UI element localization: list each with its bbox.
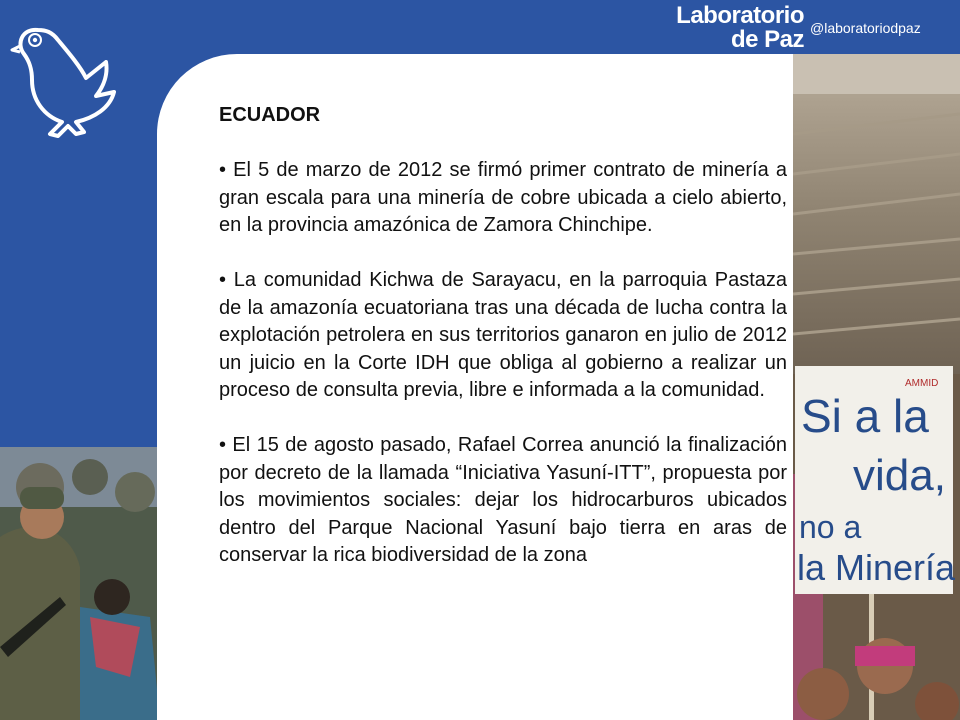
bullet-2: • La comunidad Kichwa de Sarayacu, en la parroquia Pastaza de la amazonía ecuatoriana tras una década de lucha contra la explotación petrolera en sus territorios ganaron en julio de 2012 un juicio en la Corte IDH que obliga al gobierno a realizar un proceso de consulta previa, libre e informada a la comunidad. bbox=[219, 269, 787, 401]
photo-mine-protest bbox=[793, 54, 960, 720]
brand-line-1: Laboratorio bbox=[676, 2, 804, 29]
slide-title: ECUADOR bbox=[219, 104, 321, 126]
brand-line-2: de Paz bbox=[730, 26, 804, 53]
brand-logo bbox=[668, 4, 804, 52]
photo-soldiers bbox=[0, 447, 160, 720]
sign-tag: AMMID bbox=[905, 378, 939, 389]
protest-sign bbox=[795, 366, 956, 594]
sign-line-3: no a bbox=[799, 509, 862, 545]
bullet-3: • El 15 de agosto pasado, Rafael Correa anunció la finalización por decreto de la llamada “Iniciativa Yasuní-ITT”, propuesta por los movimientos sociales: dejar los hidrocarburos ubicados dentro del Parque Nacional Yasuní bajo tierra en aras de conservar la rica biodiversidad de la zona bbox=[219, 434, 787, 566]
sign-line-1: Si a la bbox=[801, 390, 929, 442]
social-handle: @laboratoriodpaz bbox=[810, 20, 921, 36]
sign-line-2: vida, bbox=[853, 451, 946, 500]
sign-line-4: la Minería bbox=[797, 547, 956, 588]
bullet-1: • El 5 de marzo de 2012 se firmó primer contrato de minería a gran escala para una minería de cobre ubicada a cielo abierto, en la provincia amazónica de Zamora Chinchipe. bbox=[219, 159, 787, 236]
dove-logo-icon bbox=[10, 12, 120, 142]
main-content bbox=[219, 102, 787, 570]
